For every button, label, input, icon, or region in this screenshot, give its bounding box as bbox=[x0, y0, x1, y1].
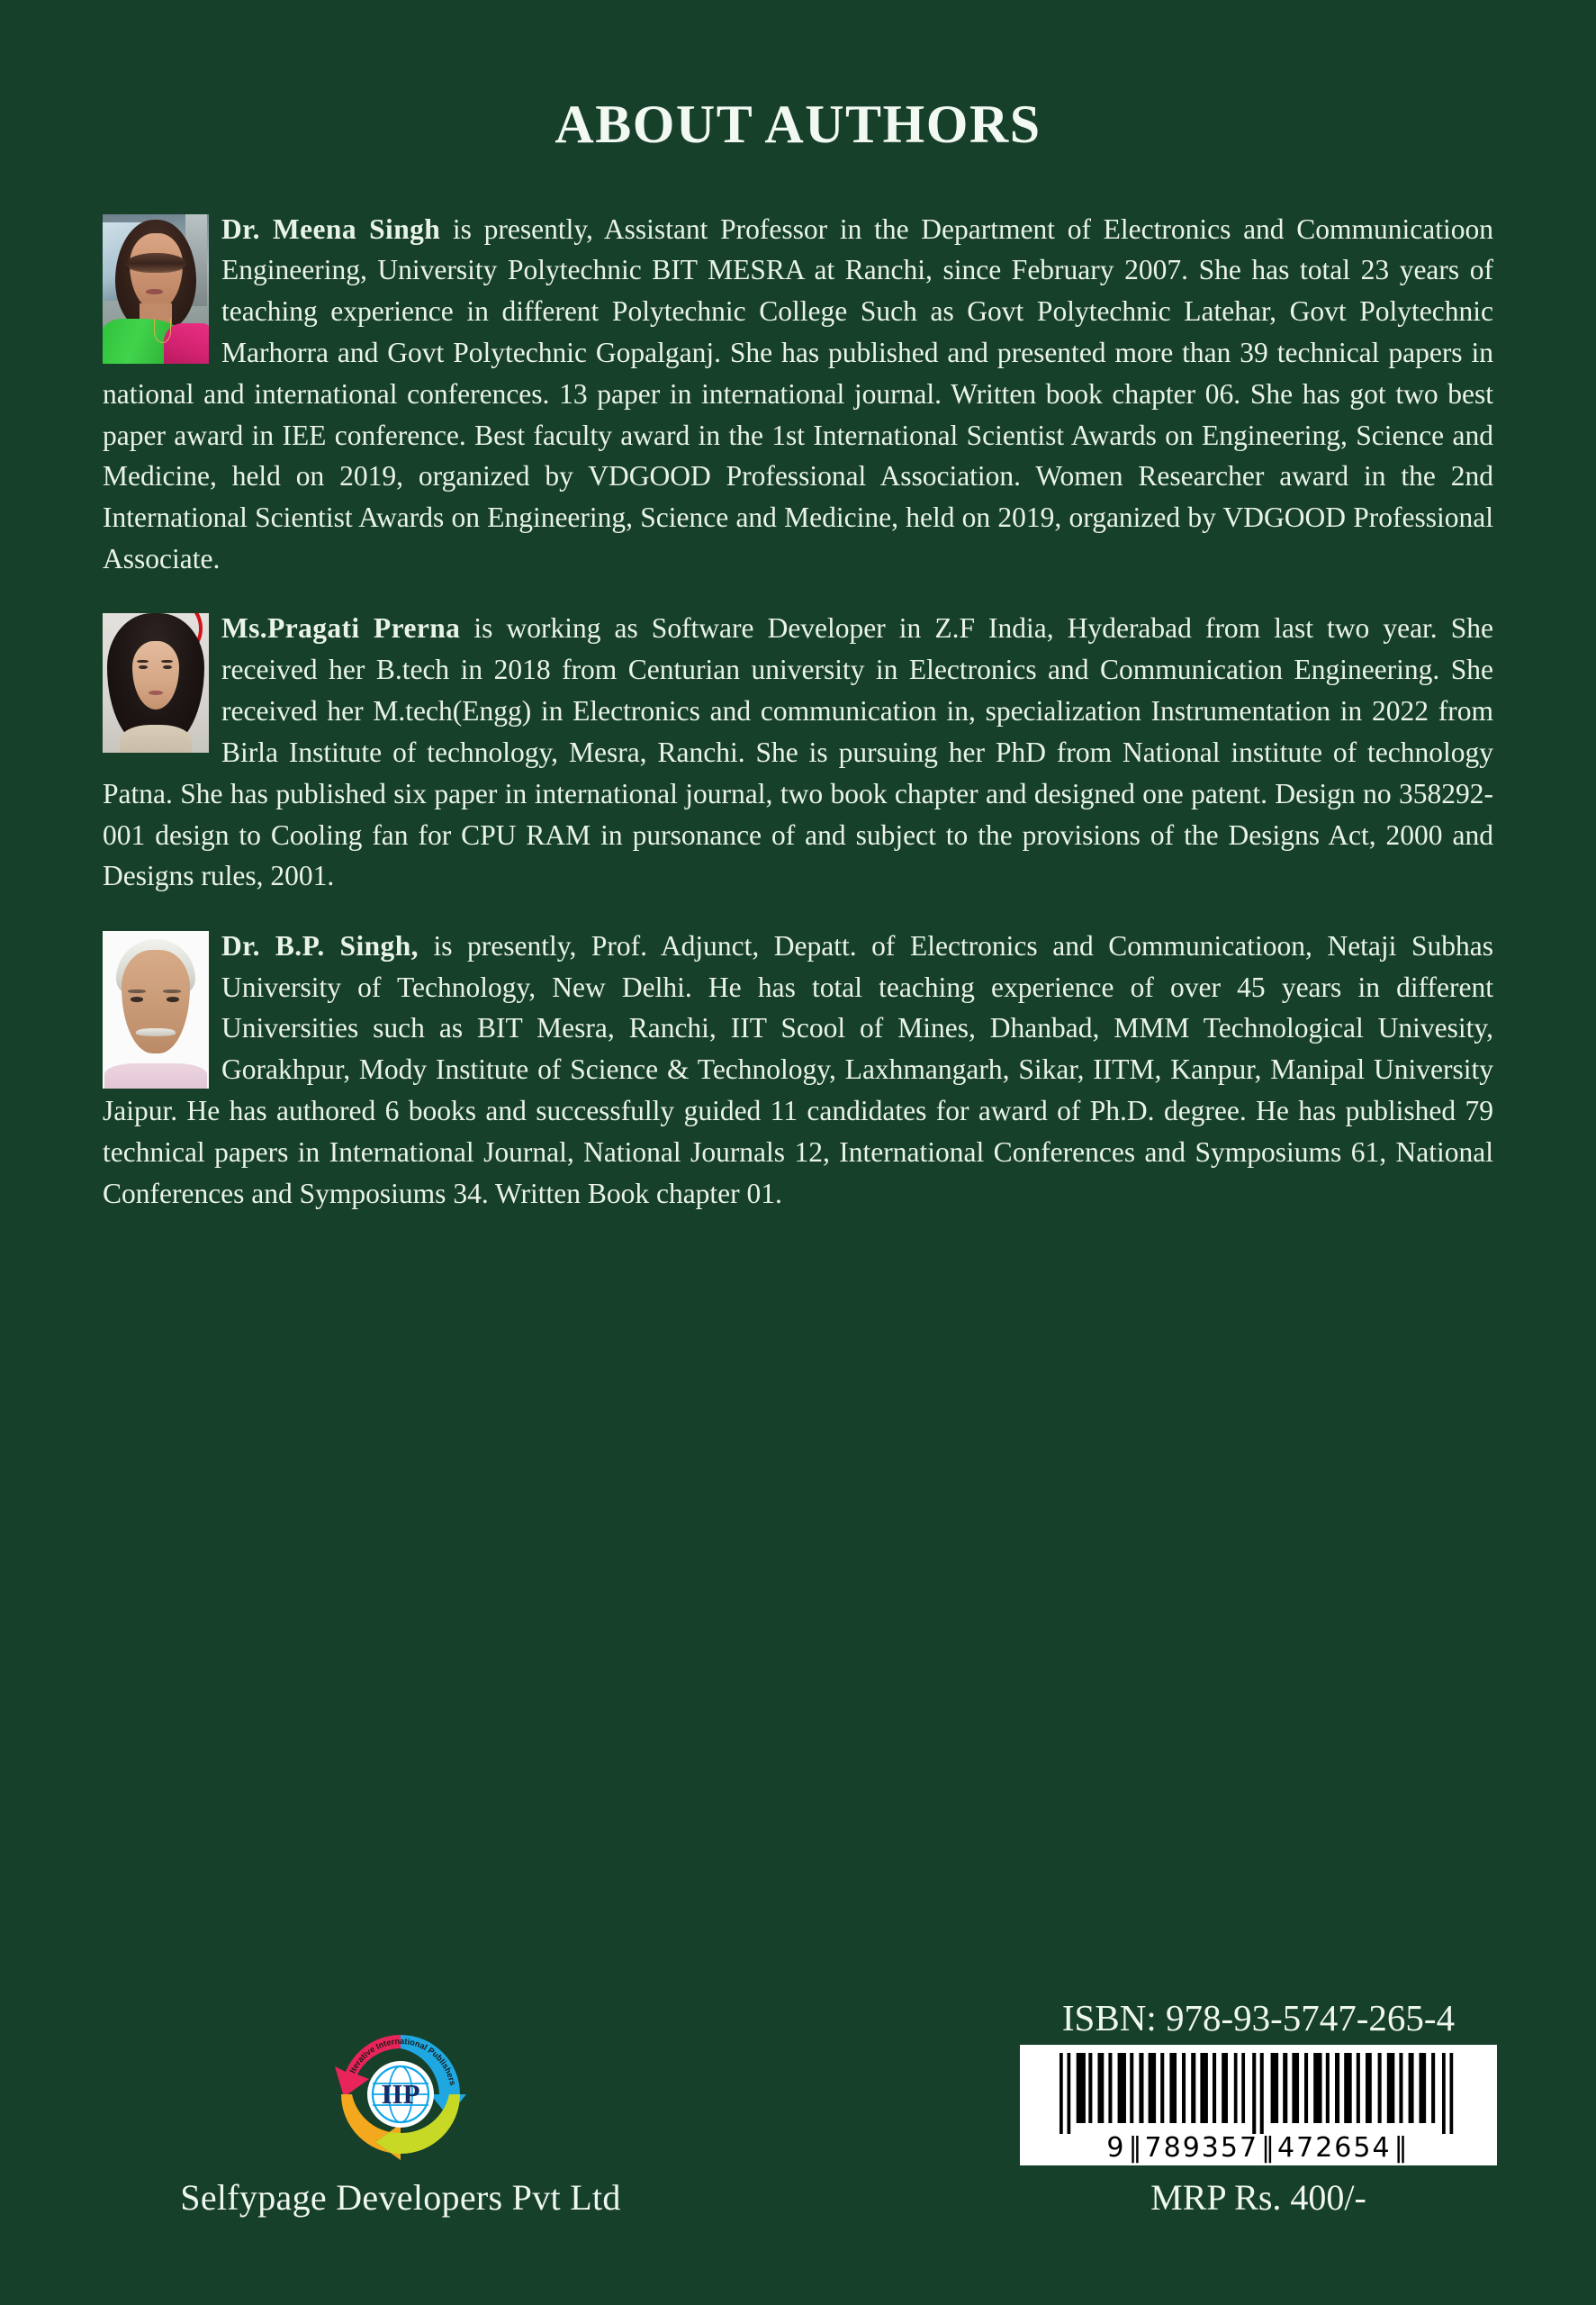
iip-logo-icon bbox=[333, 2027, 468, 2162]
footer bbox=[0, 1921, 1596, 2219]
author-bio-text-2: is working as Software Developer in Z.F India, Hyderabad from last two year. She received her B.tech in 2018 from Centurian university in Electronics and Communication Engineering. She received her M.tech(Engg) in Electronics and communication in, specialization Instrumentation in 2022 from Birla Institute of technology, Mesra, Ranchi. She is pursuing her PhD from National institute of technology Patna. She has published six paper in international journal, two book chapter and designed one patent. Design no 358292-001 design to Cooling fan for CPU RAM in pursonance of and subject to the provisions of the Designs Act, 2000 and Designs rules, 2001. bbox=[103, 612, 1493, 892]
lips bbox=[149, 691, 164, 695]
logo-initials: IIP bbox=[381, 2078, 420, 2110]
isbn-label: ISBN: 978-93-5747-265-4 bbox=[1061, 1996, 1456, 2038]
author-bio-text-1: is presently, Assistant Professor in the Department of Electronics and Communicatioon Engineering, University Polytechnic BIT MESRA at Ranchi, since February 2007. She has total 23 years of teaching experience in different Polytechnic College Such as Govt Polytechnic Latehar, Govt Polytechnic Marhorra and Govt Polytechnic Gopalganj. She has published and presented more than 39 technical papers in national and international conferences. 13 paper in international journal. Written book chapter 06. She has got two best paper award in IEE conference. Best faculty award in the 1st International Scientist Awards on Engineering, Science and Medicine, held on 2019, organized by VDGOOD Professional Association. Women Researcher award in the 2nd International Scientist Awards on Engineering, Science and Medicine, held on 2019, organized by VDGOOD Professional Associate. bbox=[103, 212, 1493, 575]
eyebrow-right bbox=[161, 660, 173, 664]
barcode-digit-group-mid: 789357 bbox=[1144, 2131, 1259, 2164]
author-bio-text-3: is presently, Prof. Adjunct, Depatt. of Electronics and Communicatioon, Netaji Subhas University of Technology, New Delhi. He has total teaching experience of over 45 years in different Universities such as BIT Mesra, Ranchi, IIT Scool of Mines, Dhanbad, MMM Technological Univesity, Gorakhpur, Mody Institute of Science & Technology, Laxhmangarh, Sikar, IITM, Kanpur, Manipal University Jaipur. He has authored 6 books and successfully guided 11 candidates for award of Ph.D. degree. He has published 79 technical papers in International Journal, National Journals 12, International Conferences and Symposiums 61, National Conferences and Symposiums 34. Written Book chapter 01. bbox=[103, 929, 1493, 1209]
eye-right bbox=[167, 997, 179, 1002]
eyebrow-left bbox=[128, 990, 146, 994]
barcode-guard-icon: ‖ bbox=[1261, 2131, 1276, 2164]
barcode-bars bbox=[1029, 2053, 1488, 2134]
shirt bbox=[104, 1063, 206, 1089]
eyebrow-left bbox=[137, 660, 149, 664]
barcode bbox=[1020, 2045, 1497, 2166]
eyebrow-right bbox=[163, 990, 181, 994]
barcode-digit-group-right: 472654 bbox=[1277, 2131, 1392, 2164]
author-name-2: Ms.Pragati Prerna bbox=[221, 612, 461, 645]
author-name-1: Dr. Meena Singh bbox=[221, 212, 441, 245]
barcode-guard-icon: ‖ bbox=[1128, 2131, 1142, 2164]
barcode-digits bbox=[1029, 2131, 1488, 2164]
moustache bbox=[136, 1028, 176, 1036]
author-bio-2 bbox=[103, 608, 1493, 897]
author-name-3: Dr. B.P. Singh, bbox=[221, 929, 419, 962]
eye-left bbox=[131, 997, 143, 1002]
author-photo-2 bbox=[103, 613, 209, 753]
logo-ring-text: Iterative International Publishers bbox=[347, 2036, 458, 2087]
sunglasses-icon bbox=[126, 253, 186, 273]
author-photo-3 bbox=[103, 931, 209, 1089]
iip-logo bbox=[333, 2027, 468, 2162]
publisher-block bbox=[86, 2027, 716, 2219]
isbn-block bbox=[1020, 1996, 1497, 2219]
author-bio-3 bbox=[103, 926, 1493, 1215]
page-title: ABOUT AUTHORS bbox=[555, 95, 1041, 154]
barcode-digit-group-left: 9 bbox=[1106, 2131, 1126, 2164]
sweater bbox=[120, 725, 192, 753]
barcode-guard-icon: ‖ bbox=[1393, 2131, 1408, 2164]
publisher-name: Selfypage Developers Pvt Ltd bbox=[180, 2177, 621, 2218]
author-photo-1 bbox=[103, 214, 209, 364]
lips bbox=[146, 289, 163, 295]
authors-section bbox=[103, 151, 1493, 1215]
author-bio-1 bbox=[103, 209, 1493, 580]
mrp-price: MRP Rs. 400/- bbox=[1150, 2177, 1366, 2218]
